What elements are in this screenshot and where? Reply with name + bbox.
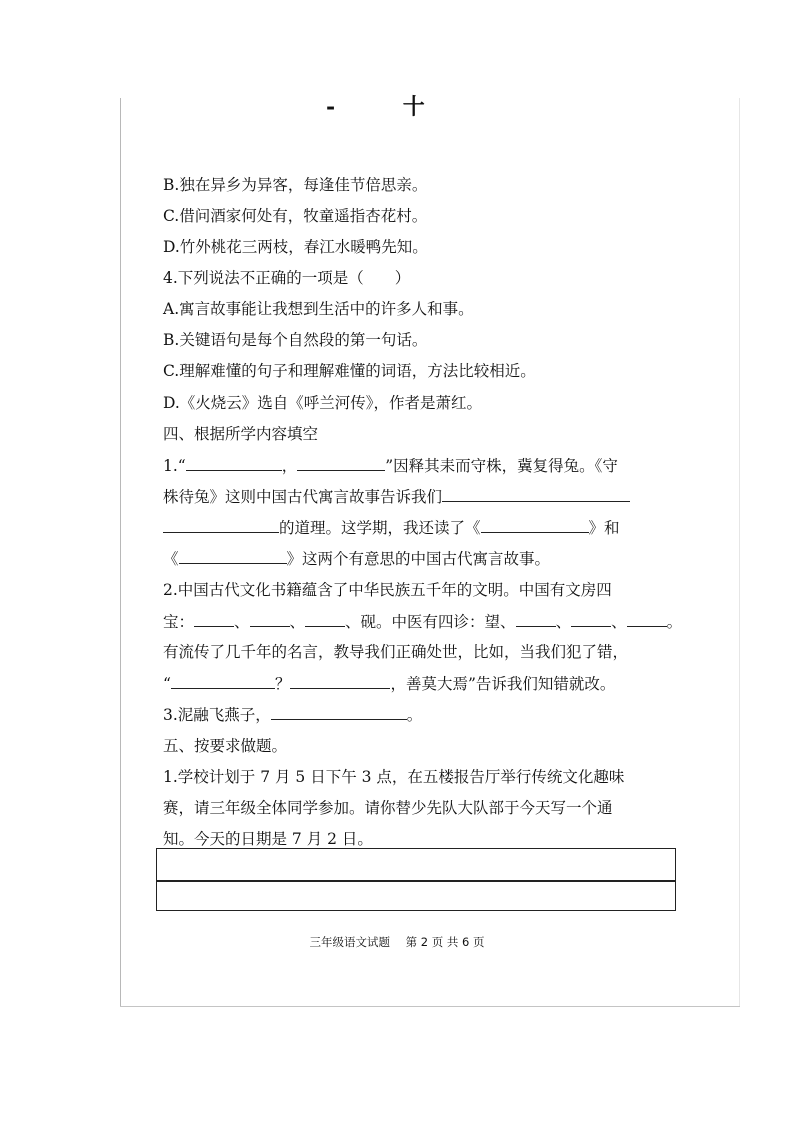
s4-q2-text-a: 宝：: [163, 613, 195, 631]
scan-border-left: [120, 98, 121, 1006]
scan-border-right: [739, 98, 740, 1006]
s4-q2-sep: 、: [289, 613, 306, 631]
fill-blank[interactable]: [305, 611, 345, 627]
page-top-marks: - 十: [326, 94, 455, 120]
s4-q1-text-1: 1.“: [163, 457, 186, 475]
s4-q2-sep: 、: [611, 613, 627, 631]
page-footer: [0, 934, 794, 950]
s4-q2-text-b: 、砚。中医有四诊：望、: [345, 613, 516, 631]
answer-box-divider: [157, 880, 675, 882]
option-q4-b: B.关键语句是每个自然段的第一句话。: [163, 331, 428, 349]
s4-q3-text-2: 。: [406, 706, 423, 724]
fill-blank[interactable]: [171, 673, 275, 689]
option-q4-a: A.寓言故事能让我想到生活中的许多人和事。: [163, 300, 474, 318]
answer-box[interactable]: [156, 848, 676, 911]
fill-blank[interactable]: [297, 455, 385, 471]
s4-q1-line4: [163, 548, 550, 569]
s4-q1-line3: [163, 517, 620, 538]
fill-blank[interactable]: [179, 548, 287, 564]
s5-q1-line3: 知。今天的日期是 7 月 2 日。: [163, 830, 373, 848]
s4-q2-text-e: ，善莫大焉”告诉我们知错就改。: [390, 675, 616, 693]
fill-blank[interactable]: [271, 704, 407, 720]
fill-blank[interactable]: [481, 517, 589, 533]
section-5-title: 五、按要求做题。: [163, 737, 288, 755]
s4-q2-text-d: ？: [274, 675, 291, 693]
s4-q1-text-4: 株待兔》这则中国古代寓言故事告诉我们: [163, 488, 443, 506]
option-q4-c: C.理解难懂的句子和理解难懂的词语，方法比较相近。: [163, 362, 536, 380]
s5-q1-line1: 1.学校计划于 7 月 5 日下午 3 点，在五楼报告厅举行传统文化趣味: [163, 768, 625, 786]
option-q3-b: B.独在异乡为异客，每逢佳节倍思亲。: [163, 176, 428, 194]
footer-title: 三年级语文试题: [309, 935, 390, 949]
option-q3-d: D.竹外桃花三两枝，春江水暖鸭先知。: [163, 238, 428, 256]
fill-blank[interactable]: [442, 486, 630, 502]
s4-q1-line1: [163, 455, 618, 476]
s4-q1-line2: [163, 486, 630, 507]
s4-q2-line3: 有流传了几千年的名言，教导我们正确处世，比如，当我们犯了错，: [163, 643, 629, 661]
s4-q2-line2: [163, 611, 682, 632]
scan-border-bottom: [120, 1006, 740, 1007]
s4-q3-text-1: 3.泥融飞燕子，: [163, 706, 271, 724]
fill-blank[interactable]: [290, 673, 390, 689]
section-4-title: 四、根据所学内容填空: [163, 425, 319, 443]
s4-q2-end: 。: [666, 613, 683, 631]
s4-q3-line: [163, 704, 422, 725]
footer-page-number: 第 2 页 共 6 页: [405, 935, 485, 949]
fill-blank[interactable]: [194, 611, 234, 627]
fill-blank[interactable]: [186, 455, 282, 471]
fill-blank[interactable]: [627, 611, 667, 627]
s4-q2-sep: 、: [234, 613, 250, 631]
s4-q1-text-2: ，: [281, 457, 298, 475]
fill-blank[interactable]: [571, 611, 611, 627]
s4-q2-sep: 、: [555, 613, 572, 631]
fill-blank[interactable]: [250, 611, 290, 627]
option-q3-c: C.借问酒家何处有，牧童遥指杏花村。: [163, 207, 428, 225]
s4-q1-text-3: ”因释其耒而守株，冀复得兔。《守: [385, 457, 618, 475]
s5-q1-line2: 赛，请三年级全体同学参加。请你替少先队大队部于今天写一个通: [163, 799, 613, 817]
s4-q2-text-c: “: [163, 675, 171, 693]
fill-blank[interactable]: [516, 611, 556, 627]
s4-q1-text-8: 》这两个有意思的中国古代寓言故事。: [286, 550, 551, 568]
s4-q1-text-5: 的道理。这学期，我还读了《: [279, 519, 481, 537]
option-q4-d: D.《火烧云》选自《呼兰河传》，作者是萧红。: [163, 394, 483, 412]
question-4-stem: 4.下列说法不正确的一项是（ ）: [163, 269, 411, 287]
s4-q1-text-7: 《: [163, 550, 179, 568]
s4-q2-line1: 2.中国古代文化书籍蕴含了中华民族五千年的文明。中国有文房四: [163, 581, 612, 599]
fill-blank[interactable]: [163, 517, 279, 533]
s4-q2-line4: [163, 673, 615, 694]
s4-q1-text-6: 》和: [588, 519, 620, 537]
